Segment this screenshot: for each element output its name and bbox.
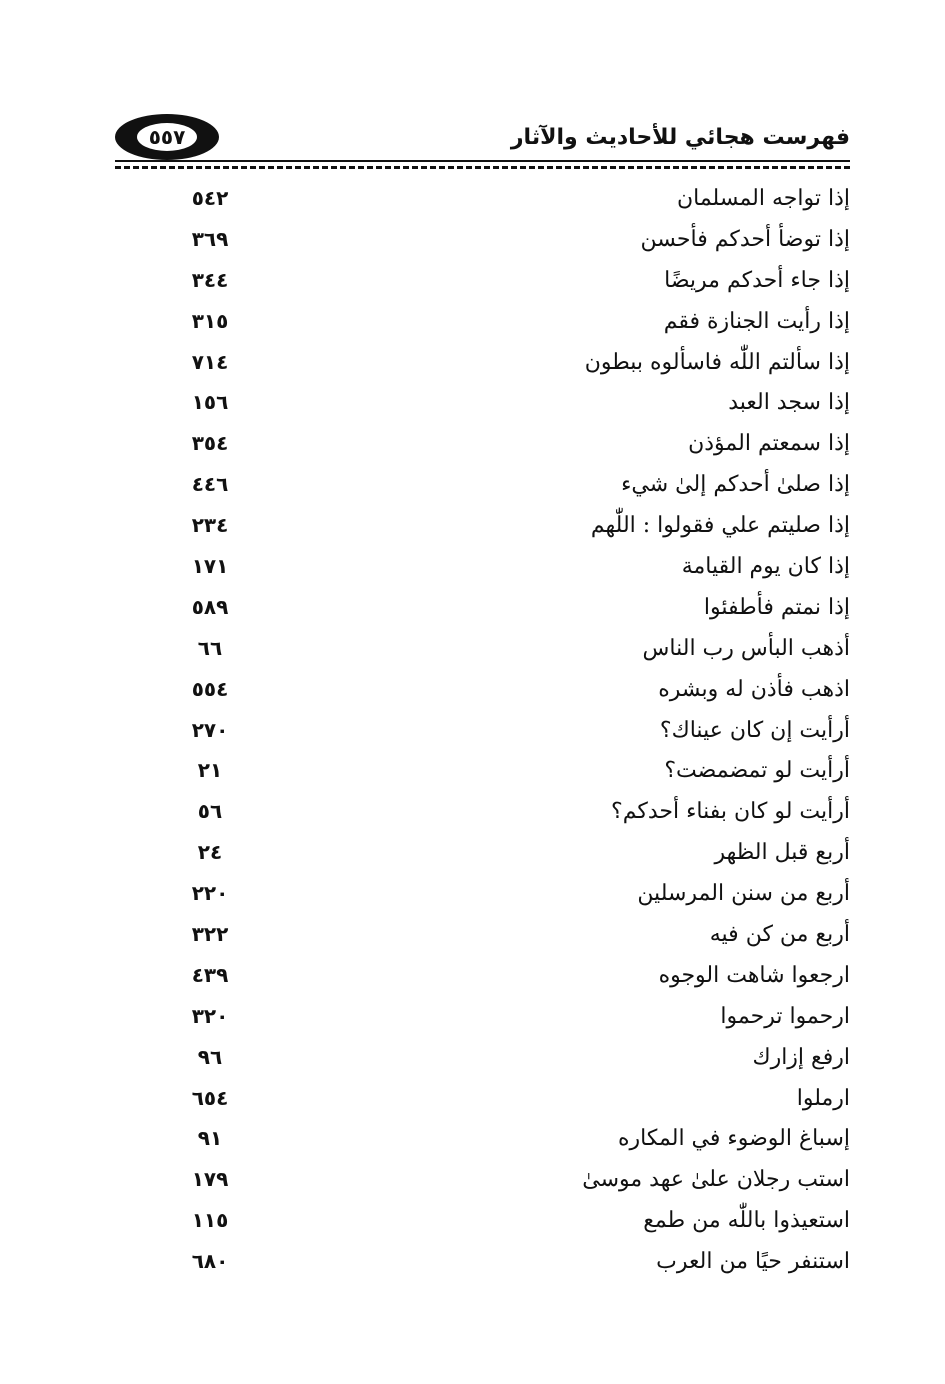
index-entry	[180, 425, 850, 466]
entry-text: إذا سمعتم المؤذن	[688, 431, 850, 457]
index-entry	[180, 793, 850, 834]
entry-page-number: ٥٦	[197, 799, 223, 824]
index-entry	[180, 834, 850, 875]
entry-page-number: ٣٢٢	[191, 922, 229, 947]
entry-page-number: ٤٣٩	[191, 962, 229, 987]
entry-text: استعيذوا باللّٰه من طمع	[643, 1208, 850, 1234]
entry-text: إذا صليتم علي فقولوا : اللّٰهم	[590, 513, 850, 539]
entry-text: إذا كان يوم القيامة	[681, 554, 850, 580]
index-entry	[180, 1039, 850, 1080]
entry-text: أربع قبل الظهر	[714, 840, 850, 866]
entry-text: أرأيت لو كان بفناء أحدكم؟	[611, 799, 850, 825]
index-entry	[180, 507, 850, 548]
running-title: فهرست هجائي للأحاديث والآثار	[510, 125, 850, 150]
entry-page-number: ٦٥٤	[191, 1085, 229, 1110]
index-entry	[180, 589, 850, 630]
index-entry	[180, 303, 850, 344]
entry-text: ارفع إزارك	[752, 1044, 850, 1070]
index-entry	[180, 752, 850, 793]
entry-text: أربع من كن فيه	[709, 922, 850, 948]
index-entry	[180, 875, 850, 916]
index-entry	[180, 630, 850, 671]
entry-text: إسباغ الوضوء في المكاره	[618, 1126, 850, 1152]
index-entry	[180, 957, 850, 998]
entry-text: إذا نمتم فأطفئوا	[703, 594, 850, 620]
entry-page-number: ٩٦	[197, 1044, 223, 1069]
entry-text: إذا سجد العبد	[728, 390, 850, 416]
entry-text: إذا رأيت الجنازة فقم	[663, 308, 850, 334]
entry-page-number: ٣٢٠	[191, 1003, 229, 1028]
entry-text: أربع من سنن المرسلين	[637, 881, 850, 907]
entry-text: ارملوا	[796, 1085, 850, 1111]
entry-page-number: ٤٤٦	[191, 472, 229, 497]
index-entry	[180, 548, 850, 589]
entry-page-number: ٣٦٩	[191, 226, 229, 251]
entry-page-number: ٣٤٤	[191, 267, 229, 292]
entry-text: استنفر حيًا من العرب	[656, 1249, 850, 1275]
entry-text: أذهب البأس رب الناس	[642, 635, 850, 661]
entry-text: ارجعوا شاهت الوجوه	[658, 962, 850, 988]
index-entry	[180, 344, 850, 385]
index-entry	[180, 1243, 850, 1284]
entry-page-number: ١١٥	[191, 1208, 229, 1233]
header-dashed-rule	[115, 166, 850, 169]
page-number: ٥٥٧	[137, 123, 197, 151]
entry-text: ارحموا ترحموا	[720, 1003, 850, 1029]
entry-page-number: ٥٤٢	[191, 186, 229, 210]
index-entry	[180, 466, 850, 507]
entry-page-number: ٢٤	[197, 840, 223, 865]
entry-page-number: ٧١٤	[191, 349, 229, 374]
entry-page-number: ٥٨٩	[191, 594, 229, 619]
index-entry	[180, 1202, 850, 1243]
index-entry	[180, 916, 850, 957]
page-number-badge	[115, 114, 219, 160]
entry-text: أرأيت إن كان عيناك؟	[659, 717, 850, 743]
index-entry	[180, 1120, 850, 1161]
entry-page-number: ١٧١	[191, 554, 229, 579]
index-entry	[180, 1161, 850, 1202]
entry-page-number: ٥٥٤	[191, 676, 229, 701]
entry-page-number: ٩١	[197, 1126, 223, 1151]
header-rule	[115, 160, 850, 162]
index-list	[180, 180, 850, 1284]
entry-text: اذهب فأذن له وبشره	[658, 676, 850, 702]
entry-text: استب رجلان علىٰ عهد موسىٰ	[582, 1167, 850, 1193]
entry-page-number: ٢١	[197, 758, 223, 783]
index-entry	[180, 262, 850, 303]
entry-page-number: ٢٣٤	[191, 513, 229, 538]
entry-page-number: ٣٥٤	[191, 431, 229, 456]
entry-text: إذا جاء أحدكم مريضًا	[664, 267, 850, 293]
entry-page-number: ٢٢٠	[191, 881, 229, 906]
index-entry	[180, 221, 850, 262]
index-entry	[180, 998, 850, 1039]
entry-text: إذا صلىٰ أحدكم إلىٰ شيء	[621, 472, 850, 498]
index-entry	[180, 384, 850, 425]
entry-page-number: ٣١٥	[191, 308, 229, 333]
index-entry	[180, 712, 850, 753]
entry-page-number: ٢٧٠	[191, 717, 229, 742]
index-entry	[180, 1080, 850, 1121]
index-entry	[180, 671, 850, 712]
page-header	[115, 110, 850, 170]
index-entry	[180, 180, 850, 221]
entry-text: أرأيت لو تمضمضت؟	[664, 758, 850, 784]
entry-page-number: ١٧٩	[191, 1167, 229, 1192]
entry-page-number: ٦٦	[197, 635, 223, 660]
entry-page-number: ١٥٦	[191, 390, 229, 415]
entry-page-number: ٦٨٠	[191, 1249, 229, 1274]
entry-text: إذا توضأ أحدكم فأحسن	[640, 226, 850, 252]
entry-text: إذا تواجه المسلمان	[676, 186, 850, 211]
entry-text: إذا سألتم اللّٰه فاسألوه ببطون	[584, 349, 850, 375]
